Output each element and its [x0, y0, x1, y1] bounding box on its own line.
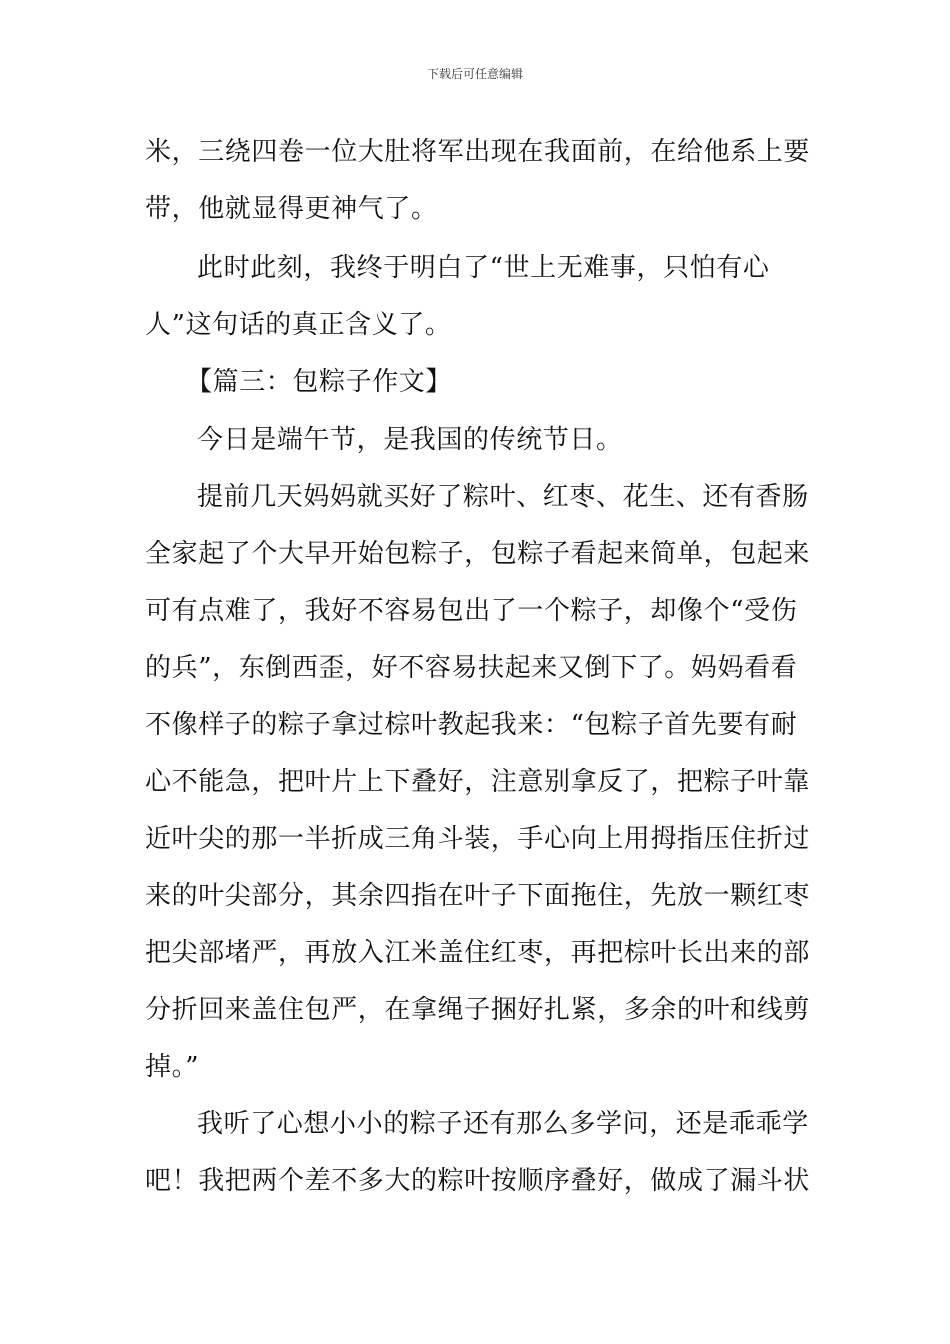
- text-line: 我听了心想小小的粽子还有那么多学问，还是乖乖学: [197, 1109, 809, 1139]
- text-line: 今日是端午节，是我国的传统节日。: [197, 425, 623, 455]
- text-line: 全家起了个大早开始包粽子，包粽子看起来简单，包起来: [145, 539, 811, 569]
- text-line: 的兵”，东倒西歪，好不容易扶起来又倒下了。妈妈看看: [145, 653, 798, 683]
- text-line: 吧！我把两个差不多大的粽叶按顺序叠好，做成了漏斗状: [145, 1166, 811, 1196]
- text-line: 近叶尖的那一半折成三角斗装，手心向上用拇指压住折过: [145, 824, 811, 854]
- text-line: 把尖部堵严，再放入江米盖住红枣，再把棕叶长出来的部: [145, 938, 811, 968]
- text-line: 掉。”: [145, 1052, 200, 1082]
- text-line: 来的叶尖部分，其余四指在叶子下面拖住，先放一颗红枣: [145, 881, 811, 911]
- text-line: 不像样子的粽子拿过棕叶教起我来：“包粽子首先要有耐: [145, 710, 798, 740]
- text-line: 人”这句话的真正含义了。: [145, 310, 452, 340]
- text-line: 分折回来盖住包严，在拿绳子捆好扎紧，多余的叶和线剪: [145, 995, 811, 1025]
- text-line: 此时此刻，我终于明白了“世上无难事，只怕有心: [197, 253, 770, 283]
- text-line: 米，三绕四卷一位大肚将军出现在我面前，在给他系上要: [145, 137, 811, 167]
- text-line: 心不能急，把叶片上下叠好，注意别拿反了，把粽子叶靠: [145, 767, 811, 797]
- text-line: 提前几天妈妈就买好了粽叶、红枣、花生、还有香肠: [197, 482, 809, 512]
- section-heading: 【篇三：包粽子作文】: [186, 367, 453, 397]
- text-line: 可有点难了，我好不容易包出了一个粽子，却像个“受伤: [145, 596, 798, 626]
- text-line: 带，他就显得更神气了。: [145, 194, 438, 224]
- page-header: 下载后可任意编辑: [426, 67, 523, 81]
